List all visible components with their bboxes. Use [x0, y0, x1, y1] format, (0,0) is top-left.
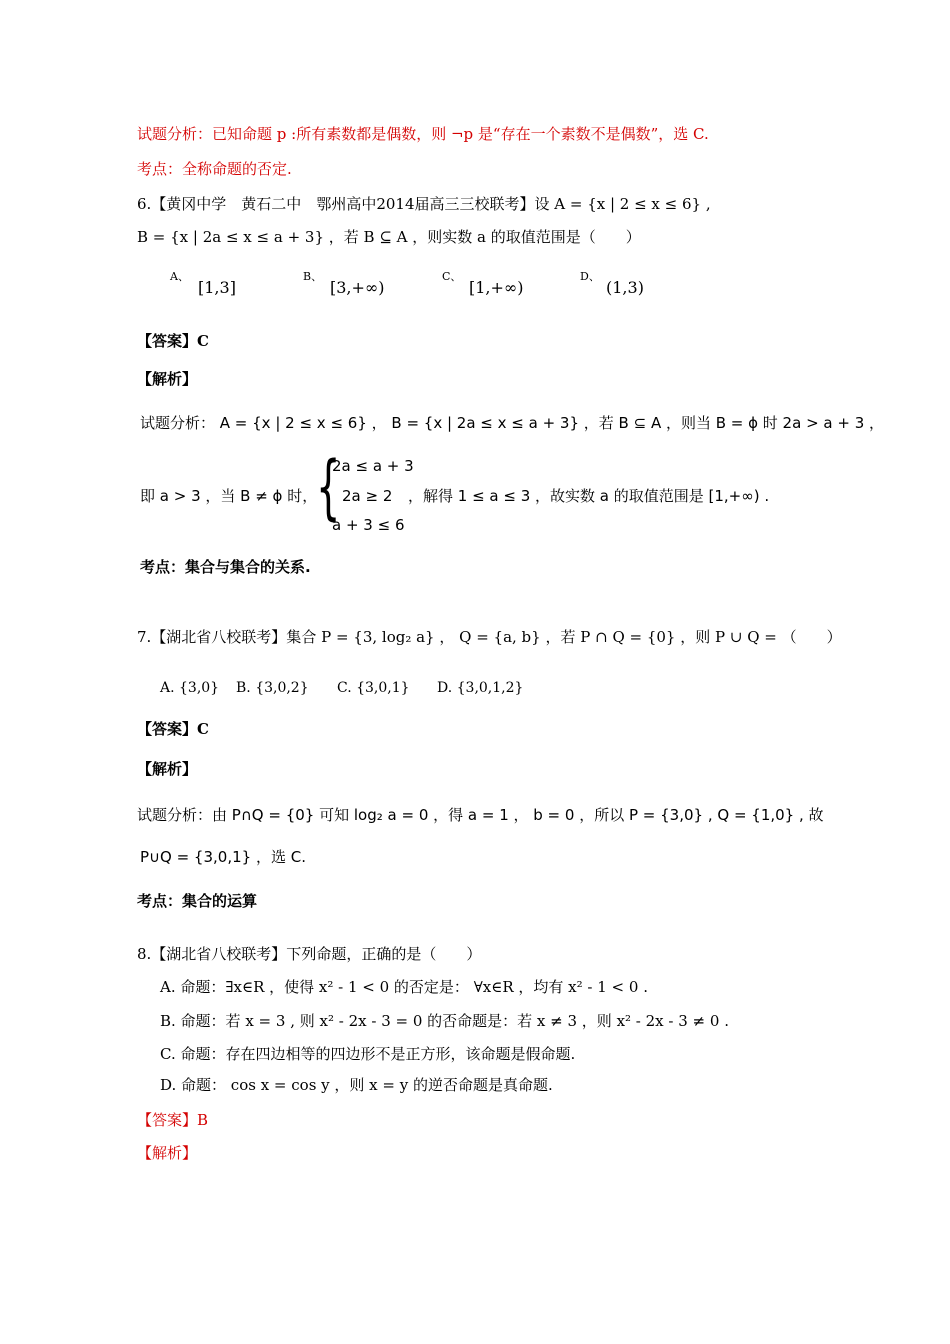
- q6-answer: 【答案】C: [137, 332, 209, 350]
- q5-analysis: 试题分析：已知命题 p :所有素数都是偶数，则 ¬p 是“存在一个素数不是偶数”，选 C.: [137, 125, 709, 143]
- q7-stem: 7.【湖北省八校联考】集合 P = {3, log₂ a} ， Q = {a, b} ，若 P ∩ Q = {0} ，则 P ∪ Q = （ ）: [137, 628, 842, 646]
- q7-answer: 【答案】C: [137, 720, 209, 738]
- q6-analysis-post: ，解得 1 ≤ a ≤ 3 ，故实数 a 的取值范围是 [1,+∞) .: [408, 487, 770, 505]
- q8-option: C. 命题：存在四边相等的四边形不是正方形，该命题是假命题.: [160, 1045, 576, 1063]
- q6-option-value: (1,3): [606, 278, 644, 297]
- q6-option-label: C、: [442, 270, 462, 283]
- q8-option: D. 命题： cos x = cos y ，则 x = y 的逆否命题是真命题.: [160, 1076, 553, 1094]
- q6-option-label: A、: [170, 270, 189, 283]
- q8-option: B. 命题：若 x = 3 , 则 x² - 2x - 3 = 0 的否命题是：若 x ≠ 3 ，则 x² - 2x - 3 ≠ 0 .: [160, 1012, 729, 1030]
- q7-analysis-line2: P∪Q = {3,0,1} ，选 C.: [140, 848, 306, 866]
- q6-analysis-head: 【解析】: [137, 370, 198, 388]
- q7-point: 考点：集合的运算: [137, 892, 258, 910]
- system-brace: {: [316, 446, 341, 528]
- system-row: 2a ≤ a + 3: [332, 457, 414, 475]
- q6-stem-line1: 6.【黄冈中学 黄石二中 鄂州高中2014届高三三校联考】设 A = {x | 2 ≤ x ≤ 6} ,: [137, 195, 711, 213]
- q6-option-value: [1,3]: [198, 278, 236, 297]
- q6-option-value: [3,+∞): [330, 278, 385, 297]
- q6-point: 考点：集合与集合的关系.: [140, 558, 311, 576]
- q6-option-label: B、: [303, 270, 323, 283]
- q8-analysis-head: 【解析】: [137, 1144, 198, 1162]
- q8-answer: 【答案】B: [137, 1111, 209, 1129]
- q7-analysis-line1: 试题分析：由 P∩Q = {0} 可知 log₂ a = 0 ，得 a = 1 ， b = 0 ，所以 P = {3,0} , Q = {1,0} , 故: [137, 806, 824, 824]
- q7-option: C. {3,0,1}: [337, 680, 410, 696]
- q7-option: A. {3,0}: [160, 680, 220, 696]
- q7-option: D. {3,0,1,2}: [437, 680, 524, 696]
- q8-stem: 8.【湖北省八校联考】下列命题，正确的是（ ）: [137, 945, 482, 963]
- q6-option-value: [1,+∞): [469, 278, 524, 297]
- q6-analysis-line1: 试题分析： A = {x | 2 ≤ x ≤ 6} ， B = {x | 2a ≤ x ≤ a + 3} ，若 B ⊆ A ，则当 B = ϕ 时 2a > a + 3 ，: [140, 414, 885, 432]
- system-row: 2a ≥ 2: [342, 487, 393, 505]
- q7-option: B. {3,0,2}: [236, 680, 309, 696]
- q5-point: 考点：全称命题的否定.: [137, 160, 292, 178]
- q6-option-label: D、: [580, 270, 600, 283]
- q6-analysis-pre: 即 a > 3 ，当 B ≠ ϕ 时，: [140, 487, 318, 505]
- q8-option: A. 命题：∃x∈R ，使得 x² - 1 < 0 的否定是： ∀x∈R ，均有 x² - 1 < 0 .: [160, 978, 648, 996]
- system-row: a + 3 ≤ 6: [332, 516, 405, 534]
- q6-stem-line2: B = {x | 2a ≤ x ≤ a + 3} ，若 B ⊆ A ，则实数 a 的取值范围是（ ）: [137, 228, 641, 246]
- q7-analysis-head: 【解析】: [137, 760, 198, 778]
